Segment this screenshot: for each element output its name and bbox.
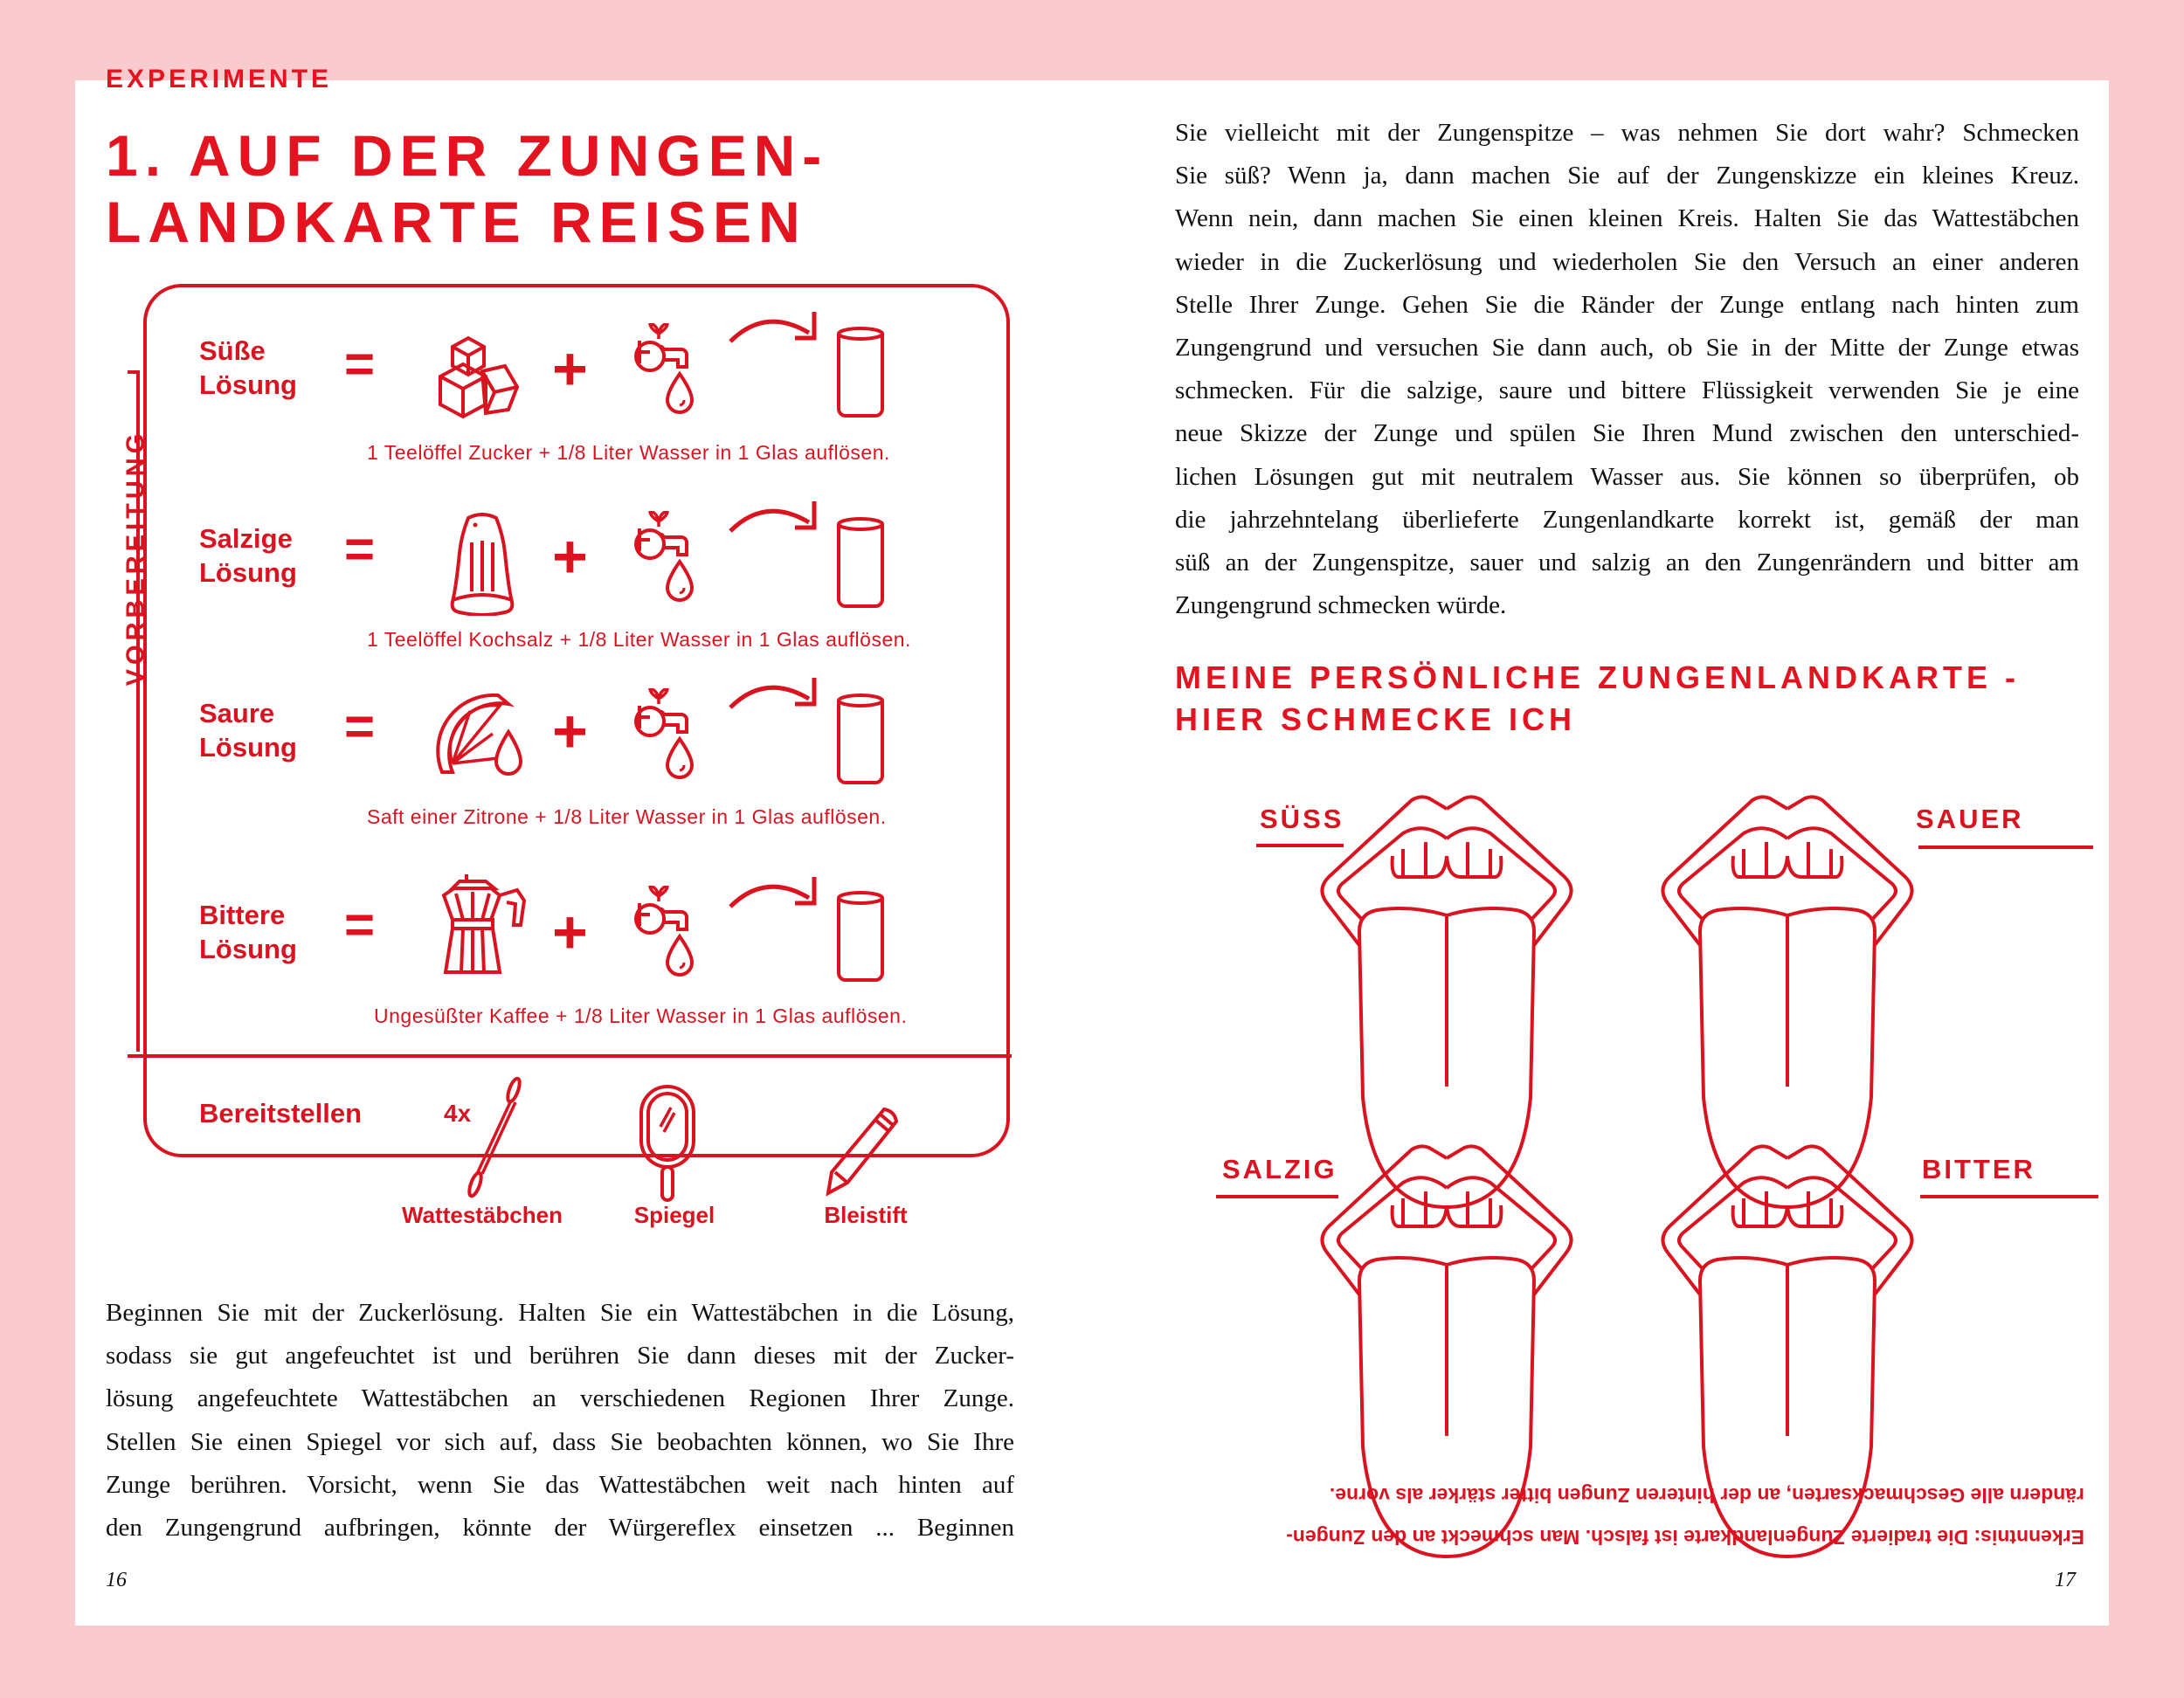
plus-sign: + — [552, 522, 588, 590]
lemon-slice-icon — [432, 692, 528, 788]
equals-sign: = — [344, 335, 376, 393]
glass-icon — [837, 327, 888, 423]
label-line — [1920, 1195, 2098, 1198]
page-title-line-1: 1. AUF DER ZUNGEN- — [106, 123, 829, 188]
provide-item-label: Bleistift — [824, 1202, 908, 1228]
equals-sign: = — [344, 895, 376, 954]
glass-icon — [837, 891, 888, 987]
plus-sign: + — [552, 335, 588, 403]
taste-label-salty: SALZIG — [1222, 1154, 1337, 1184]
taste-label-sweet: SÜSS — [1260, 804, 1344, 834]
preparation-bracket-tick — [128, 370, 140, 374]
water-tap-icon — [634, 688, 704, 786]
left-body-text: Beginnen Sie mit der Zuckerlösung. Halten Sie ein Wattestäbchen in die Lösung, sodass sie gut angefeuchtet ist und berühren Sie dann dieses mit der Zucker- lösung angefeuchtete Wattestäbchen an verschiedenen Regionen Ihrer Zunge. Stellen Sie einen Spiegel vor sich auf, dass Sie beobachten können, wo Sie Ihre Zunge berühren. Vorsicht, wenn Sie das Wattestäbchen weit nach hinten auf den Zungengrund aufbringen, könnte der Würgereflex einsetzen ... Beginnen — [106, 1299, 1014, 1543]
moka-pot-icon — [440, 871, 528, 976]
taste-label-bitter: BITTER — [1922, 1154, 2035, 1184]
right-body-text: Sie vielleicht mit der Zungenspitze – was nehmen Sie dort wahr? Schmecken Sie süß? Wenn ja, dann machen Sie auf der Zungenskizze ein kleines Kreuz. Wenn nein, dann machen Sie einen kleinen Kreis. Halten Sie das Wattestäbchen wieder in die Zuckerlösung und wiederholen Sie den Versuch an einer anderen Stelle Ihrer Zunge. Gehen Sie die Ränder der Zunge entlang nach hinten zum Zungengrund und versuchen Sie dann auch, ob Sie in der Mitte der Zunge etwas schmecken. Für die salzige, saure und bittere Flüssigkeit verwenden Sie je eine neue Skizze der Zunge und spülen Sie Ihren Mund zwischen den unterschied- lichen Lösungen gut mit neutralem Wasser aus. Sie können so überprüfen, ob die jahrzehntelang überlieferte Zungenlandkarte korrekt ist, gemäß der man süß an der Zungenspitze, sauer und salzig an den Zungenrändern und bitter am Zungengrund schmecken würde. — [1175, 119, 2079, 620]
equals-sign: = — [344, 697, 376, 756]
hand-mirror-icon — [638, 1083, 699, 1205]
page-title — [106, 122, 828, 255]
sour-solution-label: Saure Lösung — [199, 698, 297, 763]
salt-shaker-icon — [449, 513, 515, 616]
section-kicker: EXPERIMENTE — [106, 65, 333, 93]
provide-label: Bereitstellen — [199, 1098, 363, 1129]
page-number-right: 17 — [2055, 1569, 2076, 1591]
pour-arrow-icon — [727, 312, 823, 355]
taste-label-sour: SAUER — [1916, 804, 2024, 834]
pour-arrow-icon — [727, 877, 823, 921]
sugar-cubes-icon — [437, 329, 524, 425]
swab-count: 4x — [444, 1100, 472, 1127]
provide-item-label: Wattestäbchen — [402, 1202, 563, 1228]
preparation-label: VORBEREITUNG — [121, 429, 150, 687]
page-title-line-2: LANDKARTE REISEN — [106, 190, 807, 254]
bitter-solution-caption: Ungesüßter Kaffee + 1/8 Liter Wasser in 1 Glas auflösen. — [374, 1004, 908, 1027]
plus-sign: + — [552, 898, 588, 966]
plus-sign: + — [552, 697, 588, 765]
book-spread — [75, 65, 2109, 1626]
sweet-solution-caption: 1 Teelöffel Zucker + 1/8 Liter Wasser in 1 Glas auflösen. — [367, 441, 890, 464]
bitter-solution-label: Bittere Lösung — [199, 900, 297, 964]
salty-solution-caption: 1 Teelöffel Kochsalz + 1/8 Liter Wasser in 1 Glas auflösen. — [367, 628, 911, 651]
tongue-map-subhead: MEINE PERSÖNLICHE ZUNGENLANDKARTE - HIER SCHMECKE ICH — [1175, 659, 2021, 737]
upside-down-insight: Erkenntnis: Die tradierte Zungenlandkarte ist falsch. Man schmeckt an den Zungen- rändern alle Geschmacksarten, an der hinteren Zungen bitter stärker als vorne. — [1286, 1484, 2084, 1549]
box-divider — [128, 1054, 1012, 1058]
sweet-solution-label: Süße Lösung — [199, 335, 297, 400]
pencil-icon — [823, 1104, 902, 1200]
sour-solution-caption: Saft einer Zitrone + 1/8 Liter Wasser in 1 Glas auflösen. — [367, 805, 887, 828]
label-line — [1918, 846, 2093, 849]
salty-solution-label: Salzige Lösung — [199, 523, 297, 588]
water-tap-icon — [634, 511, 704, 609]
cotton-swab-icon — [460, 1076, 529, 1198]
glass-icon — [837, 694, 888, 790]
provide-item-label: Spiegel — [633, 1202, 715, 1228]
water-tap-icon — [634, 323, 704, 421]
water-tap-icon — [634, 886, 704, 984]
equals-sign: = — [344, 520, 376, 578]
glass-icon — [837, 517, 888, 613]
page-number-left: 16 — [106, 1569, 127, 1591]
pour-arrow-icon — [727, 501, 823, 545]
pour-arrow-icon — [727, 678, 823, 721]
